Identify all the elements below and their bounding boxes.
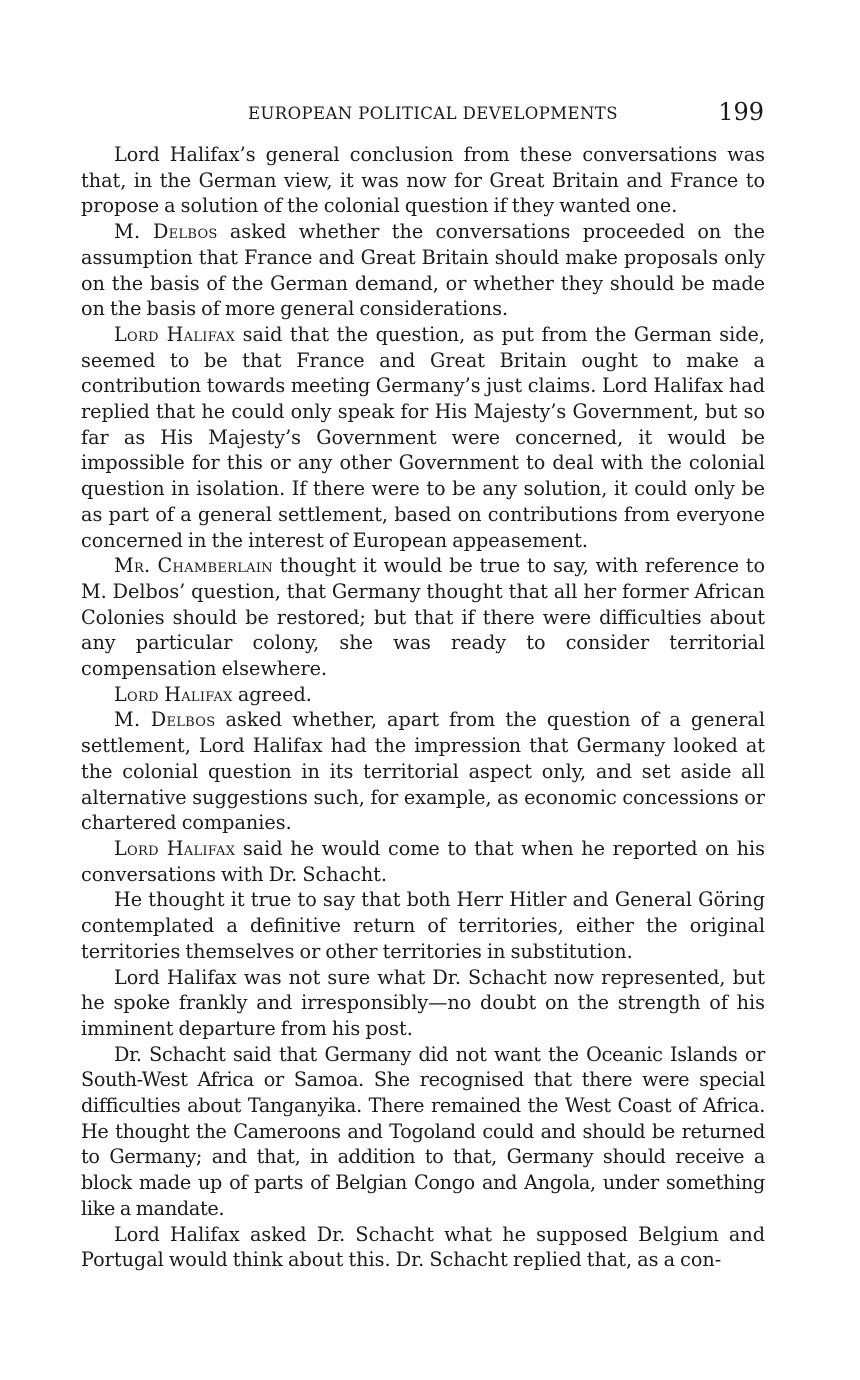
paragraph-8	[81, 887, 765, 964]
paragraph-7	[81, 836, 765, 887]
running-head: EUROPEAN POLITICAL DEVELOPMENTS	[248, 104, 618, 123]
paragraph-5	[81, 682, 765, 708]
paragraph-text: Lord Halifax’s general conclusion from these conversations was that, in the German view, it was now for Great Britain and France to propose a solution of the colonial question if they wanted one.	[81, 143, 765, 218]
speaker-name: Lord Halifax	[114, 836, 236, 860]
paragraph-3	[81, 322, 765, 553]
speaker-name: M. Delbos	[114, 220, 218, 244]
paragraph-text: Dr. Schacht said that Germany did not want the Oceanic Islands or South-West Africa or Samoa. She recognised that there were special difficulties about Tanganyika. There remained the West Coast of Africa. He thought the Cameroons and Togoland could and should be returned to Germany; and that, in addition to that, Germany should receive a block made up of parts of Belgian Congo and Angola, under something like a mandate.	[81, 1042, 765, 1220]
paragraph-6	[81, 707, 765, 836]
speaker-name: M. Delbos	[114, 708, 216, 732]
paragraph-4	[81, 553, 765, 682]
paragraph-11	[81, 1222, 765, 1273]
paragraph-text: He thought it true to say that both Herr Hitler and General Göring contemplated a definitive return of territories, either the original territories themselves or other territories in substitution.	[81, 888, 765, 963]
speaker-name: Lord Halifax	[114, 322, 236, 346]
paragraph-1	[81, 142, 765, 219]
page-number: 199	[718, 98, 764, 126]
paragraph-text: asked whether the conversations proceeded on the assumption that France and Great Britain should make proposals only on the basis of the German demand, or whether they should be made on the basis of more general considerations.	[81, 220, 765, 321]
page-header	[90, 98, 766, 128]
paragraph-text: agreed.	[232, 682, 312, 706]
paragraph-2	[81, 219, 765, 322]
speaker-name: Mr. Chamberlain	[114, 554, 273, 578]
paragraph-text: said he would come to that when he reported on his conversations with Dr. Schacht.	[81, 836, 765, 886]
paragraph-text: thought it would be true to say, with reference to M. Delbos’ question, that Germany thought that all her former African Colonies should be restored; but that if there were difficulties about any particular colony, she was ready to consider territorial compensation elsewhere.	[81, 554, 766, 681]
speaker-name: Lord Halifax	[114, 682, 233, 706]
paragraph-text: said that the question, as put from the German side, seemed to be that France and Great Britain ought to make a contribution towards meeting Germany’s just claims. Lord Halifax had replied that he could only speak for His Majesty’s Government, but so far as His Majesty’s Government were concerned, it would be impossible for this or any other Government to deal with the colonial question in isolation. If there were to be any solution, it could only be as part of a general settlement, based on contributions from everyone concerned in the interest of European appeasement.	[81, 322, 766, 552]
paragraph-text: Lord Halifax was not sure what Dr. Schacht now represented, but he spoke frankly and irresponsibly—no doubt on the strength of his imminent departure from his post.	[81, 965, 765, 1040]
paragraph-10	[81, 1042, 765, 1222]
paragraph-text: asked whether, apart from the question of a general settlement, Lord Halifax had the impression that Germany looked at the colonial question in its territorial aspect only, and set aside all alternative suggestions such, for example, as economic concessions or chartered companies.	[81, 708, 765, 835]
body-text	[81, 142, 765, 1273]
paragraph-9	[81, 965, 765, 1042]
paragraph-text: Lord Halifax asked Dr. Schacht what he supposed Belgium and Portugal would think about this. Dr. Schacht replied that, as a con-	[81, 1222, 765, 1272]
